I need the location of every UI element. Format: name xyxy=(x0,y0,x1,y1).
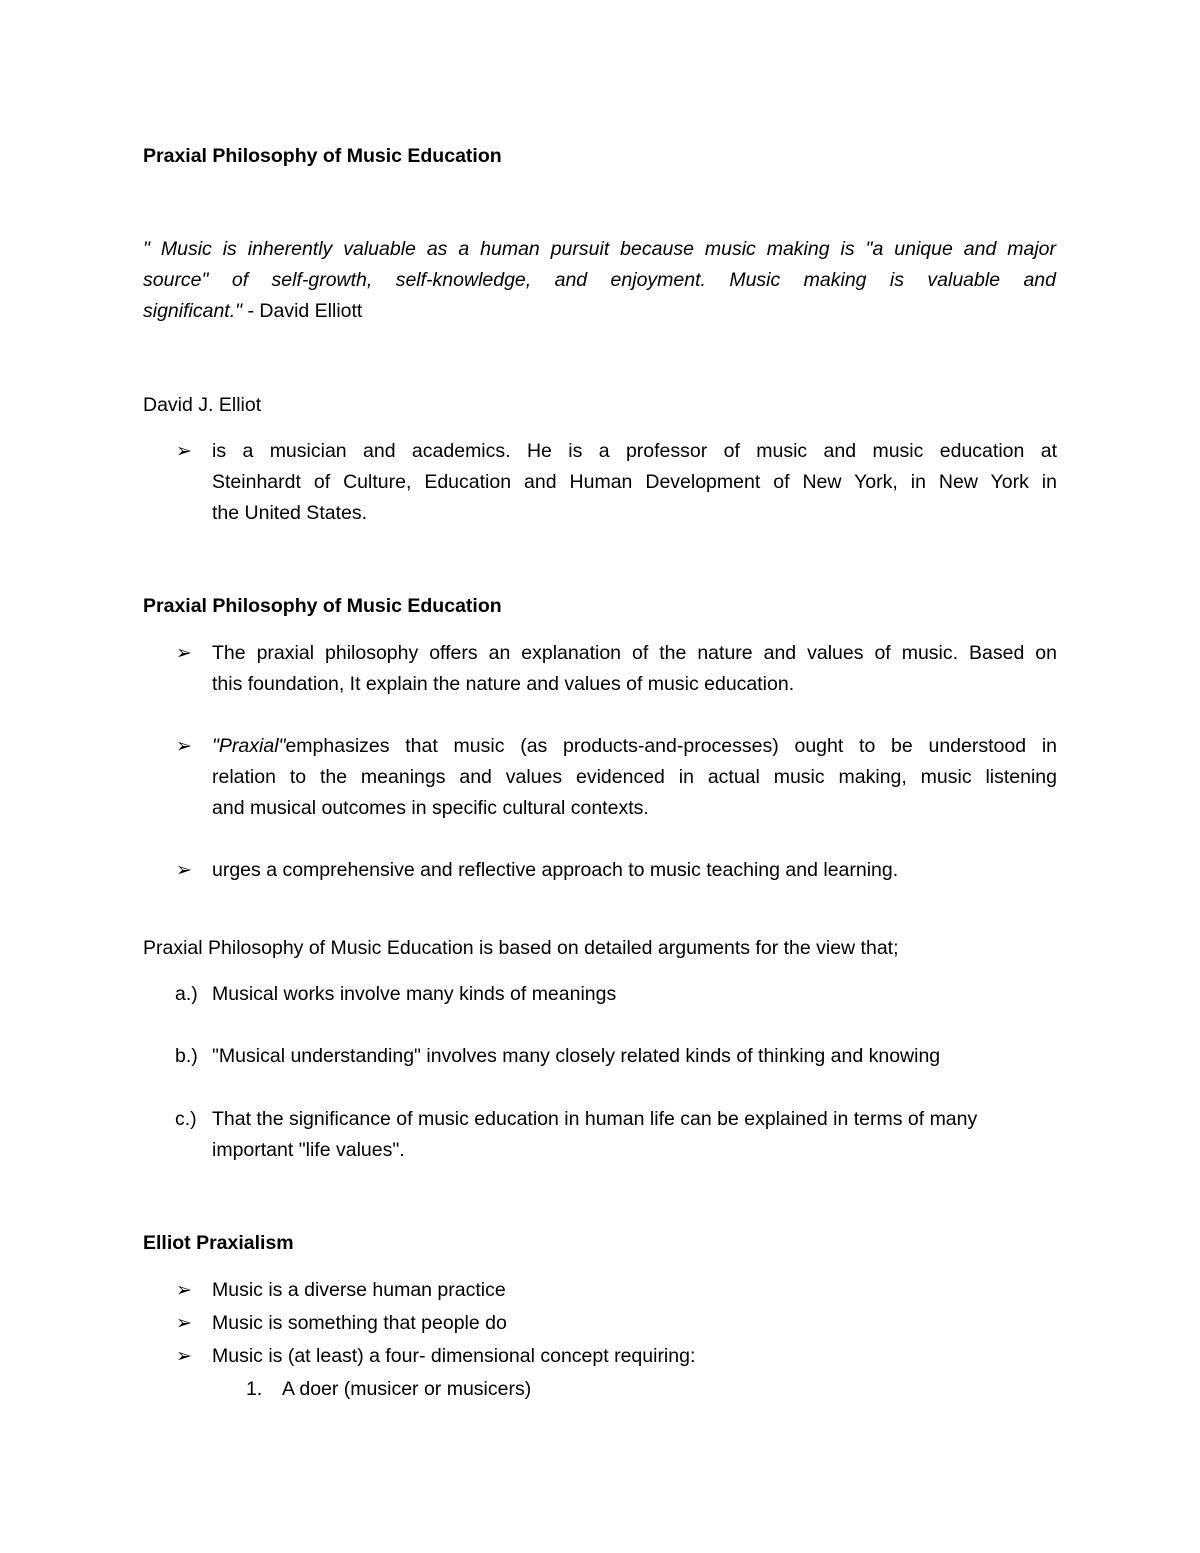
quote-block xyxy=(143,234,1056,327)
arrow-bullet-icon: ➢ xyxy=(176,441,192,462)
bullet-text-line: The praxial philosophy offers an explanation of the nature and values of music. Based on xyxy=(212,642,1057,664)
section-heading: David J. Elliot xyxy=(143,394,262,416)
bullet-text-line: Music is (at least) a four- dimensional concept requiring: xyxy=(212,1345,696,1367)
list-label: a.) xyxy=(175,983,198,1005)
arrow-bullet-icon: ➢ xyxy=(176,643,192,664)
list-item-text: important "life values". xyxy=(212,1139,405,1161)
section-heading: Elliot Praxialism xyxy=(143,1232,294,1254)
bullet-text-rest: emphasizes that music (as products-and-processes) ought to be understood in xyxy=(285,735,1057,757)
intro-sentence: Praxial Philosophy of Music Education is based on detailed arguments for the view that; xyxy=(143,937,899,959)
quote-line: significant." xyxy=(143,300,243,322)
emphasis-term: "Praxial" xyxy=(212,735,286,757)
bullet-text-line: Music is something that people do xyxy=(212,1312,507,1334)
bullet-text-line: relation to the meanings and values evidenced in actual music making, music listening xyxy=(212,766,1057,788)
bullet-text-line: this foundation, It explain the nature and values of music education. xyxy=(212,673,795,695)
quote-attribution-line xyxy=(143,296,1056,327)
bullet-text-line: the United States. xyxy=(212,502,368,524)
arrow-bullet-icon: ➢ xyxy=(176,860,192,881)
list-item-text: Musical works involve many kinds of meanings xyxy=(212,983,617,1005)
bullet-item xyxy=(212,436,1057,529)
list-label: c.) xyxy=(175,1108,197,1130)
list-item xyxy=(212,1104,1057,1166)
bullet-text-line: and musical outcomes in specific cultural contexts. xyxy=(212,797,649,819)
arrow-bullet-icon: ➢ xyxy=(176,1313,192,1334)
bullet-text-line: is a musician and academics. He is a professor of music and music education at xyxy=(212,440,1057,462)
bullet-item xyxy=(212,638,1057,700)
bullet-text-line: Music is a diverse human practice xyxy=(212,1279,506,1301)
arrow-bullet-icon: ➢ xyxy=(176,1280,192,1301)
list-item-text: That the significance of music education in human life can be explained in terms of many xyxy=(212,1108,978,1130)
list-label: 1. xyxy=(246,1378,263,1400)
section-heading: Praxial Philosophy of Music Education xyxy=(143,145,502,167)
list-item-text: "Musical understanding" involves many closely related kinds of thinking and knowing xyxy=(212,1045,941,1067)
quote-line: source" of self-growth, self-knowledge, and enjoyment. Music making is valuable and xyxy=(143,269,1056,291)
bullet-text-line xyxy=(212,731,1057,762)
list-label: b.) xyxy=(175,1045,198,1067)
quote-line: " Music is inherently valuable as a human pursuit because music making is "a unique and major xyxy=(143,238,1056,260)
list-item-text: A doer (musicer or musicers) xyxy=(282,1378,532,1400)
section-heading: Praxial Philosophy of Music Education xyxy=(143,595,502,617)
arrow-bullet-icon: ➢ xyxy=(176,1346,192,1367)
bullet-item xyxy=(212,731,1057,824)
bullet-text-line: urges a comprehensive and reflective approach to music teaching and learning. xyxy=(212,859,899,881)
arrow-bullet-icon: ➢ xyxy=(176,736,192,757)
quote-author: - David Elliott xyxy=(242,300,363,322)
bullet-text-line: Steinhardt of Culture, Education and Human Development of New York, in New York in xyxy=(212,471,1057,493)
